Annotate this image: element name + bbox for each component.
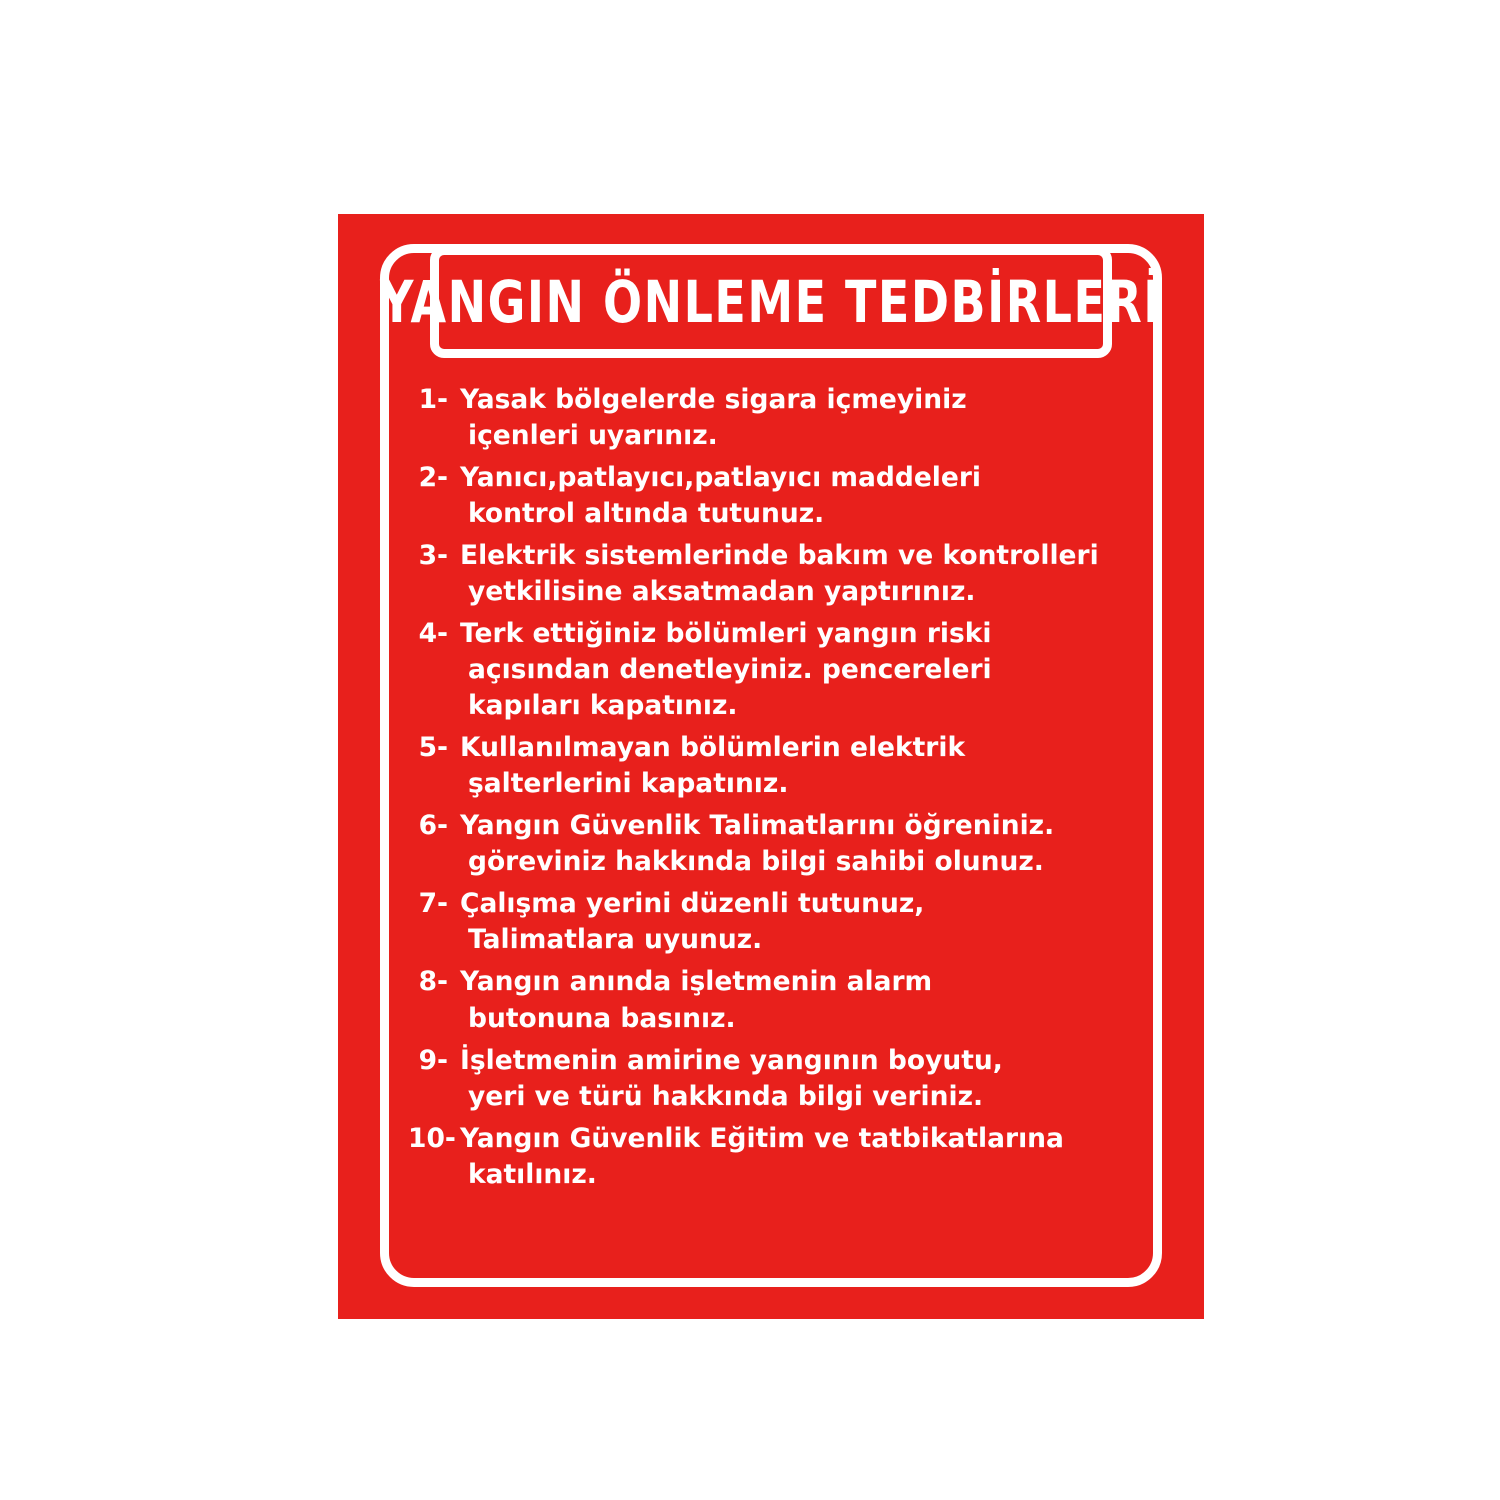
- list-item-line: Yangın anında işletmenin alarm: [460, 966, 933, 998]
- list-item-text: [460, 886, 1156, 958]
- list-item-line: kontrol altında tutunuz.: [468, 498, 825, 530]
- list-item-line: Kullanılmayan bölümlerin elektrik: [460, 732, 966, 764]
- list-item-number: 2-: [418, 462, 448, 494]
- list-item-number: 8-: [418, 966, 448, 998]
- precautions-list: [408, 382, 1156, 1279]
- list-item-line: açısından denetleyiniz. pencereleri: [468, 654, 992, 686]
- list-item-line: içenleri uyarınız.: [468, 420, 718, 452]
- list-item-line: şalterlerini kapatınız.: [468, 768, 789, 800]
- list-item-text: [460, 538, 1156, 610]
- list-item: [408, 1043, 1156, 1115]
- list-item-number: 6-: [418, 810, 448, 842]
- list-item-line: göreviniz hakkında bilgi sahibi olunuz.: [468, 846, 1044, 878]
- list-item-line: Çalışma yerini düzenli tutunuz,: [460, 888, 925, 920]
- fire-prevention-sign: [338, 214, 1204, 1319]
- list-item-line: Elektrik sistemlerinde bakım ve kontrolleri: [460, 540, 1099, 572]
- list-item-text: [460, 616, 1156, 724]
- list-item-number: 4-: [418, 618, 448, 650]
- list-item-text: [460, 460, 1156, 532]
- list-item-text: [460, 964, 1156, 1036]
- list-item-line: Yasak bölgelerde sigara içmeyiniz: [460, 384, 967, 415]
- list-item-text: [460, 382, 1156, 454]
- list-item: [408, 808, 1156, 880]
- list-item-text: [460, 1121, 1156, 1193]
- list-item-line: katılınız.: [468, 1158, 597, 1190]
- list-item-line: Talimatlara uyunuz.: [468, 924, 763, 956]
- list-item-text: [460, 730, 1156, 802]
- list-item: [408, 616, 1156, 724]
- list-item: [408, 730, 1156, 802]
- list-item-line: butonuna basınız.: [468, 1002, 736, 1034]
- list-item: [408, 460, 1156, 532]
- list-item-line: yeri ve türü hakkında bilgi veriniz.: [468, 1080, 984, 1112]
- list-item-text: [460, 1043, 1156, 1115]
- list-item: [408, 1121, 1156, 1193]
- list-item-line: Yangın Güvenlik Talimatlarını öğreniniz.: [460, 810, 1055, 842]
- list-item: [408, 886, 1156, 958]
- list-item-number: 1-: [418, 384, 448, 415]
- list-item-line: Terk ettiğiniz bölümleri yangın riski: [460, 618, 992, 650]
- list-item: [408, 382, 1156, 454]
- list-item-line: kapıları kapatınız.: [468, 690, 738, 722]
- list-item-number: 5-: [418, 732, 448, 764]
- list-item-line: yetkilisine aksatmadan yaptırınız.: [468, 576, 976, 608]
- list-item-number: 10-: [408, 1122, 456, 1154]
- list-item-line: İşletmenin amirine yangının boyutu,: [460, 1044, 1003, 1076]
- list-item-number: 3-: [418, 540, 448, 572]
- page-title: YANGIN ÖNLEME TEDBİRLERİ: [380, 268, 1162, 336]
- list-item-line: Yanıcı,patlayıcı,patlayıcı maddeleri: [460, 462, 981, 494]
- list-item-number: 9-: [418, 1044, 448, 1076]
- list-item-line: Yangın Güvenlik Eğitim ve tatbikatlarına: [460, 1122, 1064, 1154]
- sign-title-plaque: [380, 246, 1162, 358]
- list-item-text: [460, 808, 1156, 880]
- list-item: [408, 964, 1156, 1036]
- list-item-number: 7-: [418, 888, 448, 920]
- list-item: [408, 538, 1156, 610]
